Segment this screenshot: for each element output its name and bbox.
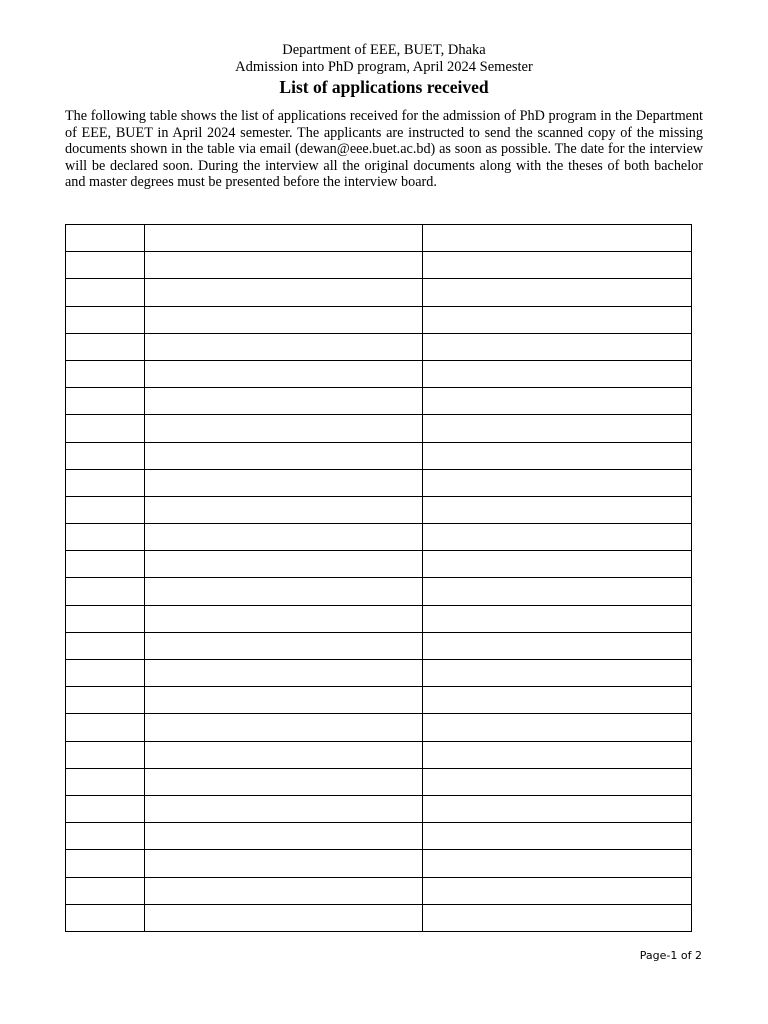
- table-row: [66, 524, 692, 551]
- table-row: [66, 877, 692, 904]
- table-cell: [422, 415, 691, 442]
- table-cell: [422, 687, 691, 714]
- table-row: [66, 687, 692, 714]
- table-cell: [66, 877, 145, 904]
- table-cell: [66, 605, 145, 632]
- table-cell: [145, 823, 422, 850]
- table-cell: [66, 469, 145, 496]
- table-cell: [66, 442, 145, 469]
- department-line: Department of EEE, BUET, Dhaka: [282, 42, 486, 58]
- table-cell: [66, 578, 145, 605]
- table-cell: [145, 279, 422, 306]
- table-cell: [422, 442, 691, 469]
- table-cell: [145, 333, 422, 360]
- table-cell: [422, 333, 691, 360]
- table-cell: [145, 605, 422, 632]
- table-cell: [145, 687, 422, 714]
- table-cell: [422, 605, 691, 632]
- intro-paragraph: The following table shows the list of applications received for the admission of PhD program in the Department of EEE, BUET in April 2024 semester. The applicants are instructed to send the scanned copy of the missing documents shown in the table via email (dewan@eee.buet.ac.bd) as soon as possible. The date for the interview will be declared soon. During the interview all the original documents along with the theses of both bachelor and master degrees must be presented before the interview board.: [65, 108, 703, 191]
- program-line: Admission into PhD program, April 2024 Semester: [235, 59, 533, 75]
- table-cell: [66, 741, 145, 768]
- table-cell: [145, 360, 422, 387]
- table-row: [66, 714, 692, 741]
- table-row: [66, 306, 692, 333]
- table-cell: [66, 415, 145, 442]
- table-cell: [66, 333, 145, 360]
- table-row: [66, 279, 692, 306]
- table-row: [66, 823, 692, 850]
- table-cell: [145, 904, 422, 931]
- table-cell: [145, 850, 422, 877]
- page-number: Page-1 of 2: [639, 949, 702, 962]
- table-cell: [66, 252, 145, 279]
- table-cell: [422, 578, 691, 605]
- table-cell: [145, 768, 422, 795]
- table-cell: [66, 823, 145, 850]
- table-row: [66, 388, 692, 415]
- applications-table: [65, 224, 692, 932]
- table-cell: [145, 741, 422, 768]
- table-cell: [66, 279, 145, 306]
- table-cell: [422, 877, 691, 904]
- table-cell: [145, 442, 422, 469]
- table-cell: [145, 578, 422, 605]
- table-cell: [66, 687, 145, 714]
- table-cell: [422, 741, 691, 768]
- table-cell: [145, 496, 422, 523]
- table-cell: [145, 632, 422, 659]
- table-cell: [66, 551, 145, 578]
- table-cell: [422, 714, 691, 741]
- table-cell: [145, 469, 422, 496]
- table-cell: [66, 388, 145, 415]
- table-row: [66, 768, 692, 795]
- table-cell: [422, 850, 691, 877]
- table-cell: [66, 714, 145, 741]
- table-cell: [145, 524, 422, 551]
- table-cell: [145, 551, 422, 578]
- table-row: [66, 741, 692, 768]
- table-cell: [422, 551, 691, 578]
- table-cell: [66, 360, 145, 387]
- table-cell: [422, 904, 691, 931]
- table-row: [66, 850, 692, 877]
- table-cell: [145, 714, 422, 741]
- table-row: [66, 469, 692, 496]
- table-cell: [422, 360, 691, 387]
- table-cell: [66, 225, 145, 252]
- table-cell: [422, 823, 691, 850]
- table-cell: [66, 768, 145, 795]
- table-row: [66, 496, 692, 523]
- table-cell: [422, 632, 691, 659]
- table-cell: [66, 904, 145, 931]
- table-cell: [66, 524, 145, 551]
- table-cell: [422, 306, 691, 333]
- table-row: [66, 795, 692, 822]
- table-row: [66, 660, 692, 687]
- table-cell: [422, 225, 691, 252]
- table-cell: [145, 660, 422, 687]
- table-cell: [66, 496, 145, 523]
- table-cell: [66, 850, 145, 877]
- table-cell: [145, 795, 422, 822]
- table-cell: [145, 225, 422, 252]
- table-cell: [422, 252, 691, 279]
- applications-table-body: [66, 225, 692, 932]
- table-cell: [422, 660, 691, 687]
- table-cell: [422, 469, 691, 496]
- table-cell: [422, 768, 691, 795]
- table-row: [66, 551, 692, 578]
- table-cell: [422, 496, 691, 523]
- table-cell: [145, 415, 422, 442]
- table-cell: [422, 795, 691, 822]
- table-row: [66, 904, 692, 931]
- table-cell: [66, 795, 145, 822]
- document-header: [0, 42, 768, 98]
- table-cell: [66, 306, 145, 333]
- table-cell: [66, 632, 145, 659]
- table-row: [66, 252, 692, 279]
- table-cell: [422, 279, 691, 306]
- table-cell: [145, 306, 422, 333]
- page-title: List of applications received: [279, 77, 489, 97]
- table-cell: [66, 660, 145, 687]
- table-row: [66, 415, 692, 442]
- table-cell: [145, 252, 422, 279]
- table-row: [66, 605, 692, 632]
- table-row: [66, 333, 692, 360]
- table-cell: [422, 524, 691, 551]
- table-cell: [422, 388, 691, 415]
- table-row: [66, 225, 692, 252]
- table-row: [66, 442, 692, 469]
- table-cell: [145, 388, 422, 415]
- table-cell: [145, 877, 422, 904]
- table-row: [66, 360, 692, 387]
- table-row: [66, 632, 692, 659]
- table-row: [66, 578, 692, 605]
